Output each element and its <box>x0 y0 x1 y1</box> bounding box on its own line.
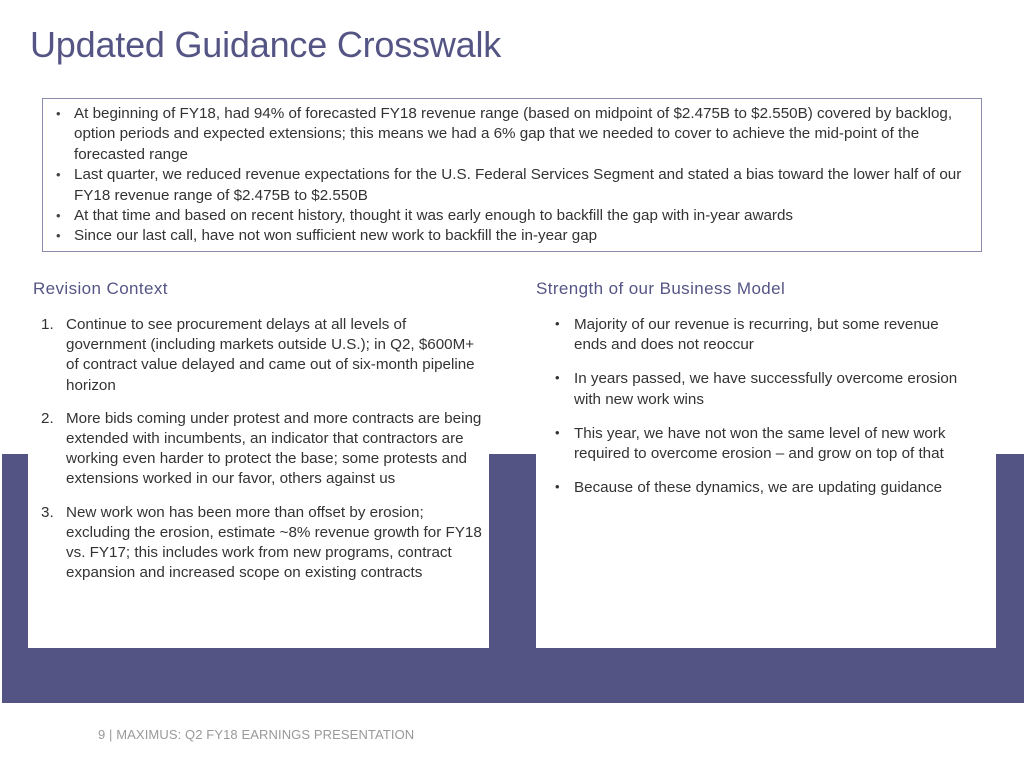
business-model-heading: Strength of our Business Model <box>536 279 786 298</box>
list-number: 2. <box>41 409 54 427</box>
summary-bullet: • At beginning of FY18, had 94% of forecasted FY18 revenue range (based on midpoint of $2.475B to $2.550B) covered by backlog, option periods and expected extensions; this means we had a 6% gap that we needed to cover to achieve the mid-point of the forecasted range <box>53 104 971 165</box>
business-model-list <box>553 315 963 512</box>
slide-footer: 9 | MAXIMUS: Q2 FY18 EARNINGS PRESENTATION <box>98 727 415 742</box>
list-item-text: Majority of our revenue is recurring, but some revenue ends and does not reoccur <box>574 316 939 354</box>
bullet-icon: • <box>555 424 560 440</box>
revision-context-heading: Revision Context <box>33 279 168 298</box>
bullet-icon: • <box>555 370 560 386</box>
numbered-list-item <box>38 503 483 584</box>
list-number: 1. <box>41 316 54 333</box>
bullet-icon: • <box>555 316 560 331</box>
summary-bullet: • At that time and based on recent history, thought it was early enough to backfill the gap with in-year awards <box>53 206 971 226</box>
list-number: 3. <box>41 503 54 521</box>
bullet-list-item <box>553 315 963 355</box>
summary-box <box>42 98 982 252</box>
slide-title: Updated Guidance Crosswalk <box>30 24 502 65</box>
bullet-list-item <box>553 424 963 464</box>
numbered-list-item <box>38 315 483 396</box>
list-item-text: Continue to see procurement delays at all levels of government (including markets outside U.S.); in Q2, $600M+ of contract value delayed and came out of six-month pipeline horizon <box>66 316 475 394</box>
bullet-list-item <box>553 369 963 409</box>
revision-context-list <box>38 315 483 596</box>
summary-bullet: • Since our last call, have not won sufficient new work to backfill the in-year gap <box>53 226 971 246</box>
list-item-text: In years passed, we have successfully overcome erosion with new work wins <box>574 370 958 408</box>
numbered-list-item <box>38 409 483 490</box>
list-item-text: This year, we have not won the same level of new work required to overcome erosion – and grow on top of that <box>574 424 946 463</box>
summary-bullet-list <box>53 104 971 247</box>
list-item-text: More bids coming under protest and more contracts are being extended with incumbents, an indicator that contractors are working even harder to protect the base; some protests and extensions worked in our favor, others against us <box>66 409 482 488</box>
list-item-text: New work won has been more than offset by erosion; excluding the erosion, estimate ~8% revenue growth for FY18 vs. FY17; this includes work from new programs, contract expansion and increased scope on existing contracts <box>66 503 482 582</box>
summary-bullet: • Last quarter, we reduced revenue expectations for the U.S. Federal Services Segment and stated a bias toward the lower half of our FY18 revenue range of $2.475B to $2.550B <box>53 165 971 206</box>
list-item-text: Because of these dynamics, we are updating guidance <box>574 479 943 497</box>
bullet-icon: • <box>555 479 560 495</box>
bullet-list-item <box>553 478 963 498</box>
